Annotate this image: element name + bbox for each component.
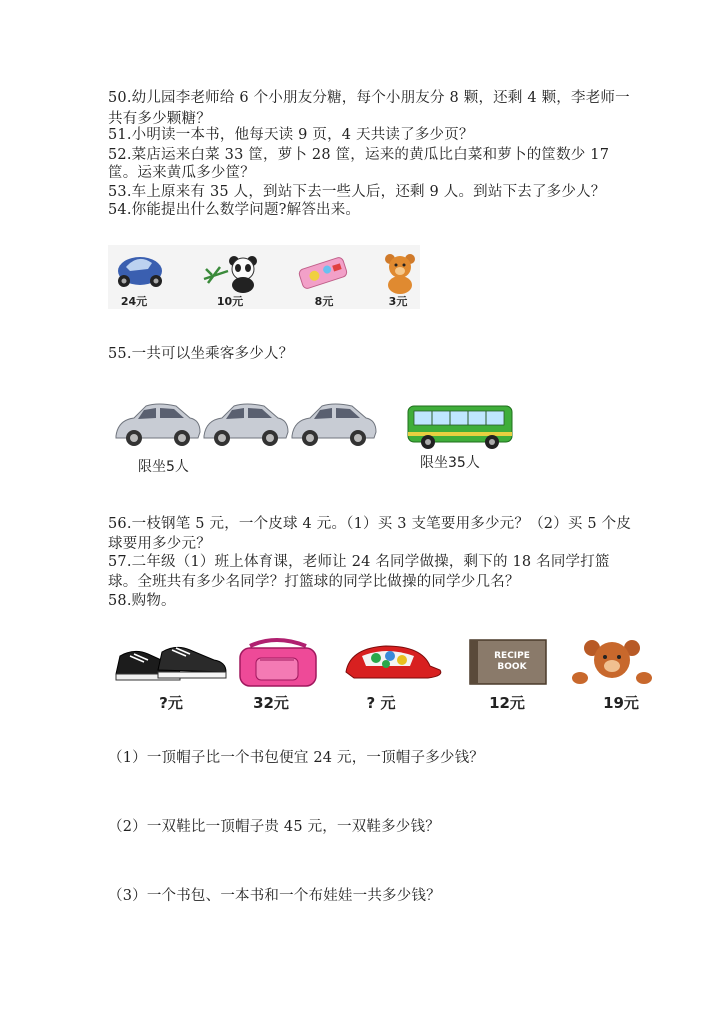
pencil-box-price: 8元 <box>314 295 334 308</box>
problem-53: 53.车上原来有 35 人，到站下去一些人后，还剩 9 人。到站下去了多少人？ <box>108 184 606 200</box>
book-title-line-2: BOOK <box>497 662 527 672</box>
bus-icon <box>408 406 512 449</box>
cap-icon <box>346 646 441 678</box>
recipe-book-icon <box>470 640 546 684</box>
cap-price: ? 元 <box>366 694 396 712</box>
problem-55: 55.一共可以坐乘客多少人？ <box>108 346 294 362</box>
shopping-items-image <box>110 636 675 692</box>
problem-57-line-2: 球。全班共有多少名同学？打篮球的同学比做操的同学少几名？ <box>108 574 520 590</box>
toy-car-icon <box>118 257 162 287</box>
problem-51: 51.小明读一本书，他每天读 9 页，4 天共读了多少页？ <box>108 127 474 143</box>
car-capacity-label: 限坐5人 <box>138 459 189 475</box>
toy-images <box>108 245 420 309</box>
teddy-bear-icon <box>572 640 652 684</box>
book-price: 12元 <box>489 694 525 712</box>
teddy-bear-icon <box>385 254 415 294</box>
question-1: （1）一顶帽子比一个书包便宜 24 元，一顶帽子多少钱？ <box>108 750 484 766</box>
backpack-icon <box>240 640 316 686</box>
bus-capacity-label: 限坐35人 <box>420 455 480 471</box>
teddy-bear-price: 3元 <box>388 295 408 308</box>
problem-52-line-1: 52.菜店运来白菜 33 筐，萝卜 28 筐，运来的黄瓜比白菜和萝卜的筐数少 17 <box>108 147 610 163</box>
problem-50-line-2: 共有多少颗糖？ <box>108 111 211 127</box>
vehicles-image <box>110 398 520 454</box>
backpack-price: 32元 <box>253 694 289 712</box>
book-title-line-1: RECIPE <box>494 651 530 661</box>
panda-price: 10元 <box>216 295 244 308</box>
question-3: （3）一个书包、一本书和一个布娃娃一共多少钱？ <box>108 888 441 904</box>
problem-52-line-2: 筐。运来黄瓜多少筐？ <box>108 165 255 181</box>
car-icon <box>116 404 200 446</box>
pencil-box-icon <box>298 256 348 289</box>
question-2: （2）一双鞋比一顶帽子贵 45 元，一双鞋多少钱？ <box>108 819 440 835</box>
problem-57-line-1: 57.二年级（1）班上体育课，老师让 24 名同学做操，剩下的 18 名同学打篮 <box>108 554 610 570</box>
car-icon <box>292 404 376 446</box>
problem-54: 54.你能提出什么数学问题?解答出来。 <box>108 202 361 218</box>
teddy-bear-price: 19元 <box>603 694 639 712</box>
toy-price-strip <box>108 245 420 309</box>
sneakers-icon <box>116 647 226 680</box>
sneakers-price: ?元 <box>159 694 183 712</box>
problem-58: 58.购物。 <box>108 593 176 609</box>
panda-icon <box>204 256 257 293</box>
problem-56-line-1: 56.一枝钢笔 5 元，一个皮球 4 元。（1）买 3 支笔要用多少元？（2）买 5 个皮 <box>108 516 632 532</box>
car-icon <box>204 404 288 446</box>
problem-50-line-1: 50.幼儿园李老师给 6 个小朋友分糖，每个小朋友分 8 颗，还剩 4 颗，李老师一 <box>108 90 630 106</box>
problem-56-line-2: 球要用多少元？ <box>108 536 211 552</box>
toy-car-price: 24元 <box>120 295 148 308</box>
